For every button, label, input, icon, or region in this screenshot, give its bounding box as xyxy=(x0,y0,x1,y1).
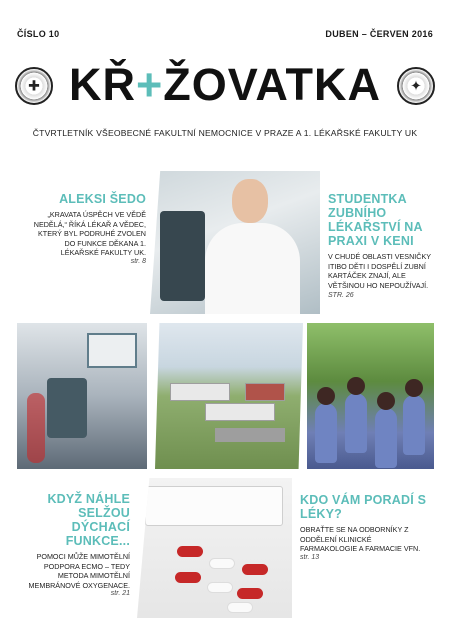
masthead-part1: KŘ xyxy=(68,59,136,110)
pill-organizer-shape xyxy=(145,486,283,526)
tablet-shape xyxy=(227,602,253,613)
parking-shape xyxy=(215,428,285,442)
hospital-seal-icon: ✚ xyxy=(15,67,53,105)
capsule-shape xyxy=(242,564,268,575)
child-head-shape xyxy=(405,379,423,397)
story-page: str. 21 xyxy=(110,590,130,597)
issue-date: DUBEN – ČERVEN 2016 xyxy=(325,29,433,39)
story-body: „KRAVATA ÚSPĚCH VE VĚDĚ NEDĚLÁ,“ ŘÍKÁ LÉKAŘ A VĚDEC, KTERÝ BYL PODRUHÉ ZVOLEN DO FUNKCE DĚKANA 1. LÉKAŘSKÉ FAKULTY UK. xyxy=(33,210,146,257)
story-student-kenya[interactable] xyxy=(328,192,436,301)
capsule-shape xyxy=(237,588,263,599)
masthead-plus: + xyxy=(135,59,164,110)
child-head-shape xyxy=(377,392,395,410)
capsule-shape xyxy=(177,546,203,557)
child-shape xyxy=(315,403,337,463)
story-medicines[interactable] xyxy=(300,493,430,561)
masthead-part2: ŽOVATKA xyxy=(163,59,382,110)
story-title: STUDENTKA ZUBNÍHO LÉKAŘSTVÍ NA PRAXI V KENI xyxy=(328,192,423,248)
faculty-seal-icon: ✦ xyxy=(397,67,435,105)
building-shape xyxy=(170,383,230,401)
building-shape xyxy=(205,403,275,421)
lab-coat-shape xyxy=(205,223,300,314)
photo-pills xyxy=(137,478,292,618)
story-title: ALEKSI ŠEDO xyxy=(59,192,146,206)
story-title: KDYŽ NÁHLE SELŽOU DÝCHACÍ FUNKCE... xyxy=(47,492,130,548)
story-aleksi-sedo[interactable] xyxy=(28,192,146,265)
child-head-shape xyxy=(317,387,335,405)
face-shape xyxy=(232,179,268,223)
tablet-shape xyxy=(207,582,233,593)
story-body xyxy=(328,252,436,301)
monitor-shape xyxy=(87,333,137,368)
microscope-shape xyxy=(160,211,205,301)
child-shape xyxy=(375,408,397,468)
tagline: ČTVRTLETNÍK VŠEOBECNÉ FAKULTNÍ NEMOCNICE V PRAZE A 1. LÉKAŘSKÉ FAKULTY UK xyxy=(32,128,418,138)
story-page: str. 13 xyxy=(300,553,320,561)
photo-scientist-lab xyxy=(150,171,320,314)
story-page: str. 8 xyxy=(130,257,146,265)
masthead xyxy=(0,60,450,110)
building-shape xyxy=(245,383,285,401)
tablet-shape xyxy=(209,558,235,569)
story-ecmo[interactable] xyxy=(20,492,130,597)
child-shape xyxy=(403,395,425,455)
story-title: KDO VÁM PORADÍ S LÉKY? xyxy=(300,493,427,521)
story-body-text: V CHUDÉ OBLASTI VESNIČKY ITIBO DĚTI I DOSPĚLÍ ZUBNÍ KARTÁČEK ZNAJÍ, ALE VĚTŠINOU HO NEPOUŽÍVAJÍ. xyxy=(328,252,431,290)
story-page: STR. 26 xyxy=(328,292,354,299)
tube-shape xyxy=(27,393,45,463)
story-body: POMOCI MŮŽE MIMOTĚLNÍ PODPORA ECMO – TEDY METODA MIMOTĚLNÍ MEMBRÁNOVÉ OXYGENACE. xyxy=(28,552,130,590)
photo-hospital-aerial xyxy=(155,323,303,469)
story-body: OBRAŤTE SE NA ODBORNÍKY Z ODDĚLENÍ KLINICKÉ FARMAKOLOGIE A FARMACIE VFN. xyxy=(300,525,421,553)
capsule-shape xyxy=(175,572,201,583)
issue-number: ČÍSLO 10 xyxy=(17,29,60,39)
child-shape xyxy=(345,393,367,453)
child-head-shape xyxy=(347,377,365,395)
device-shape xyxy=(47,378,87,438)
photo-children-kenya xyxy=(307,323,434,469)
photo-ecmo-machine xyxy=(17,323,147,469)
